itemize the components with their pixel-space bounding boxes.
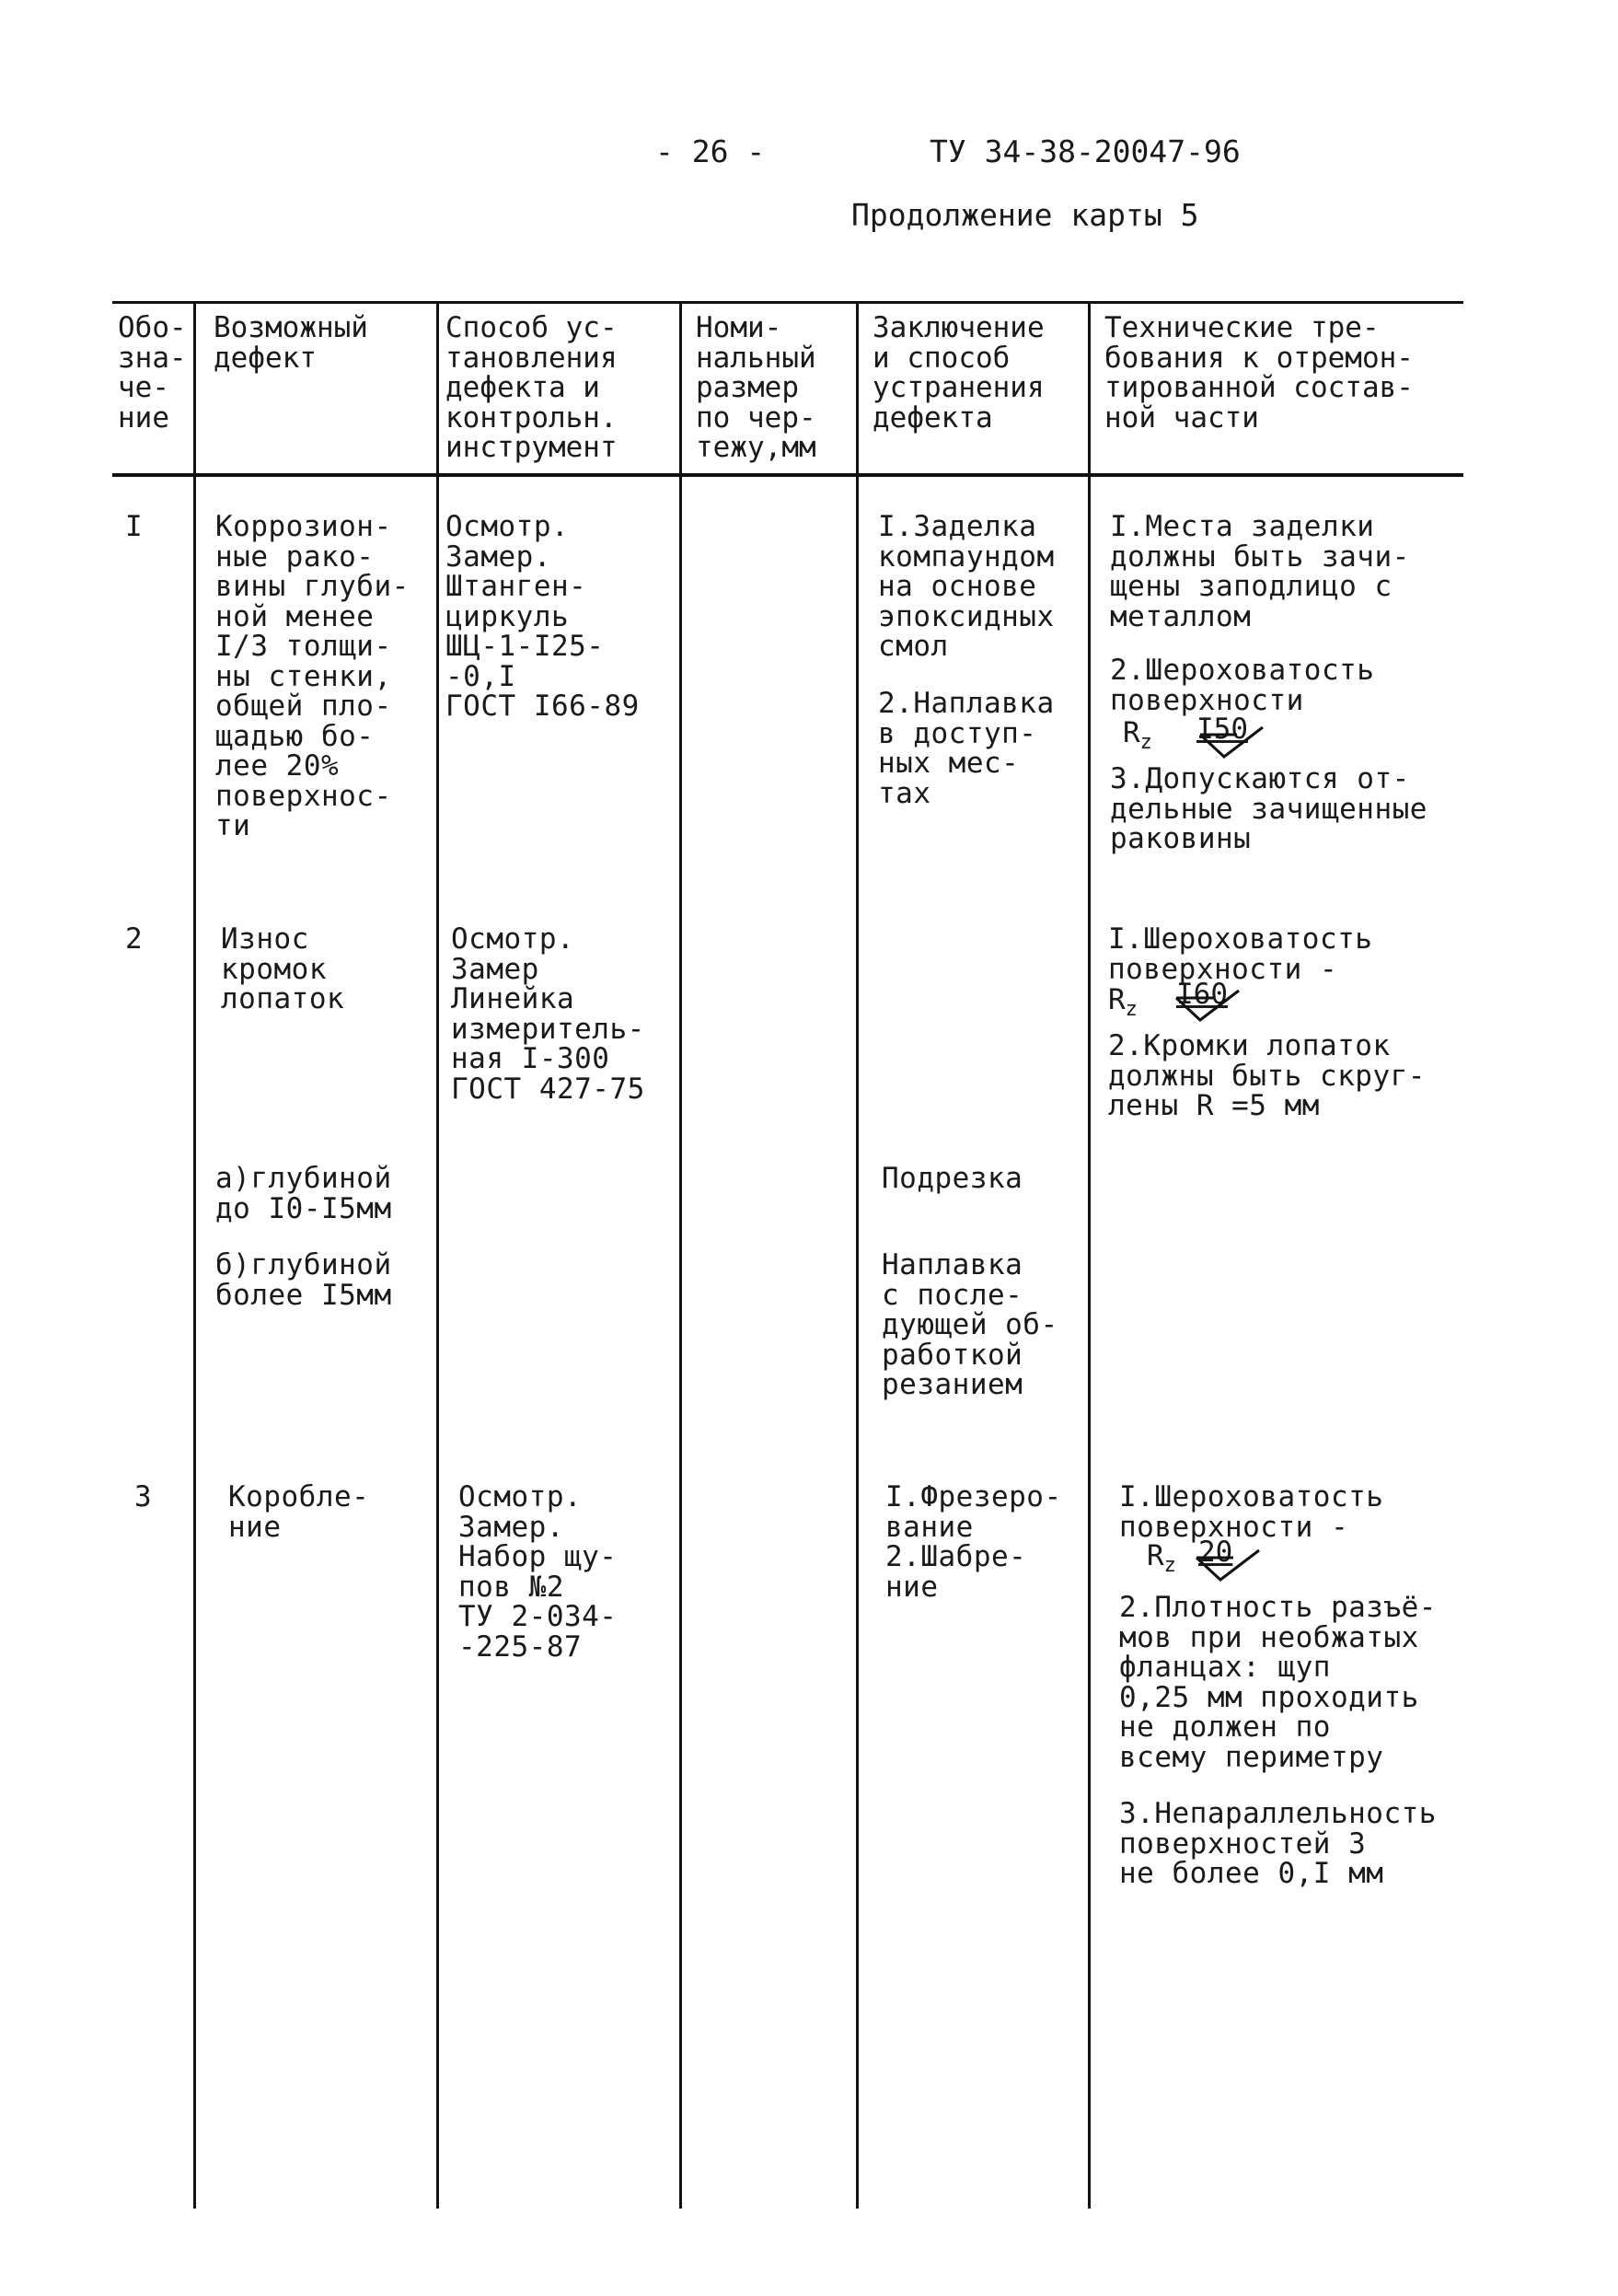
- row-2-sub-a: а)глубиной до I0-I5мм: [215, 1162, 392, 1225]
- row-1-method: Осмотр. Замер. Штанген- циркуль ШЦ-1-I25- -0,I ГОСТ I66-89: [445, 510, 640, 724]
- column-header-remedy: Заключение и способ устранения дефекта: [873, 311, 1045, 435]
- column-divider-5: [1088, 303, 1091, 2209]
- row-1-req-3: 3.Допускаются от- дельные зачищенные раковины: [1110, 762, 1427, 856]
- document-code: ТУ 34-38-20047-96: [930, 133, 1241, 169]
- column-divider-2: [436, 303, 439, 2209]
- column-header-nominal-size: Номи- нальный размер по чер- тежу,мм: [696, 311, 816, 465]
- continuation-label: Продолжение карты 5: [851, 197, 1199, 233]
- row-1-roughness-symbol: $R_z$: [1123, 716, 1152, 755]
- page-number: - 26 -: [655, 133, 766, 169]
- row-3-roughness-symbol: $R_z$: [1147, 1539, 1176, 1578]
- row-2-req-1: I.Шероховатость поверхности -: [1108, 922, 1373, 986]
- row-2-remedy-a: Подрезка: [882, 1162, 1023, 1195]
- row-2-defect: Износ кромок лопаток: [221, 922, 345, 1016]
- row-2-roughness-value: I60: [1176, 978, 1228, 1011]
- column-header-detection-method: Способ ус- тановления дефекта и контрольн. инструмент: [445, 311, 618, 465]
- row-1-id: I: [125, 510, 144, 543]
- column-header-requirements: Технические тре- бования к отремон- тированной состав- ной части: [1104, 311, 1414, 435]
- table-top-border: [112, 301, 1463, 304]
- row-3-req-2: 2.Плотность разъё- мов при необжатых фланцах: щуп 0,25 мм проходить не должен по всему периметру: [1119, 1591, 1437, 1774]
- row-3-remedy: I.Фрезеро- вание 2.Шабре- ние: [885, 1480, 1062, 1604]
- column-divider-4: [856, 303, 859, 2209]
- row-3-defect: Коробле- ние: [228, 1480, 370, 1544]
- roughness-check-icon: [1196, 725, 1270, 762]
- row-1-remedy-1: I.Заделка компаундом на основе эпоксидных смол: [878, 510, 1055, 664]
- row-3-method: Осмотр. Замер. Набор щу- пов №2 ТУ 2-034- -225-87: [458, 1480, 618, 1664]
- column-divider-3: [679, 303, 682, 2209]
- row-3-req-1: I.Шероховатость поверхности -: [1119, 1480, 1384, 1544]
- table-header-divider: [112, 473, 1463, 477]
- row-3-id: 3: [134, 1480, 153, 1513]
- row-2-remedy-b: Наплавка с после- дующей об- работкой резанием: [882, 1248, 1058, 1402]
- row-1-req-1: I.Места заделки должны быть зачи- щены заподлицо с металлом: [1110, 510, 1410, 633]
- roughness-check-icon: [1173, 989, 1246, 1026]
- row-3-req-3: 3.Непараллельность поверхностей 3 не более 0,I мм: [1119, 1797, 1437, 1891]
- row-3-roughness-value: 20: [1198, 1536, 1233, 1569]
- row-2-id: 2: [125, 922, 144, 956]
- row-2-sub-b: б)глубиной более I5мм: [215, 1248, 392, 1312]
- row-2-roughness-symbol: $R_z$: [1108, 983, 1138, 1022]
- row-2-req-2: 2.Кромки лопаток должны быть скруг- лены R =5 мм: [1108, 1029, 1426, 1123]
- row-1-defect: Коррозион- ные рако- вины глуби- ной менее I/3 толщи- ны стенки, общей пло- щадью бо- лее 20% поверхнос- ти: [215, 510, 410, 843]
- row-1-remedy-2: 2.Наплавка в доступ- ных мес- тах: [878, 687, 1055, 810]
- roughness-check-icon: [1193, 1548, 1266, 1585]
- column-divider-1: [193, 303, 196, 2209]
- row-1-roughness-value: I50: [1196, 713, 1248, 746]
- row-2-method: Осмотр. Замер Линейка измеритель- ная I-300 ГОСТ 427-75: [451, 922, 645, 1106]
- column-header-defect: Возможный дефект: [214, 311, 368, 375]
- row-1-req-2: 2.Шероховатость поверхности: [1110, 654, 1375, 717]
- column-header-designation: Обо- зна- че- ние: [118, 311, 187, 435]
